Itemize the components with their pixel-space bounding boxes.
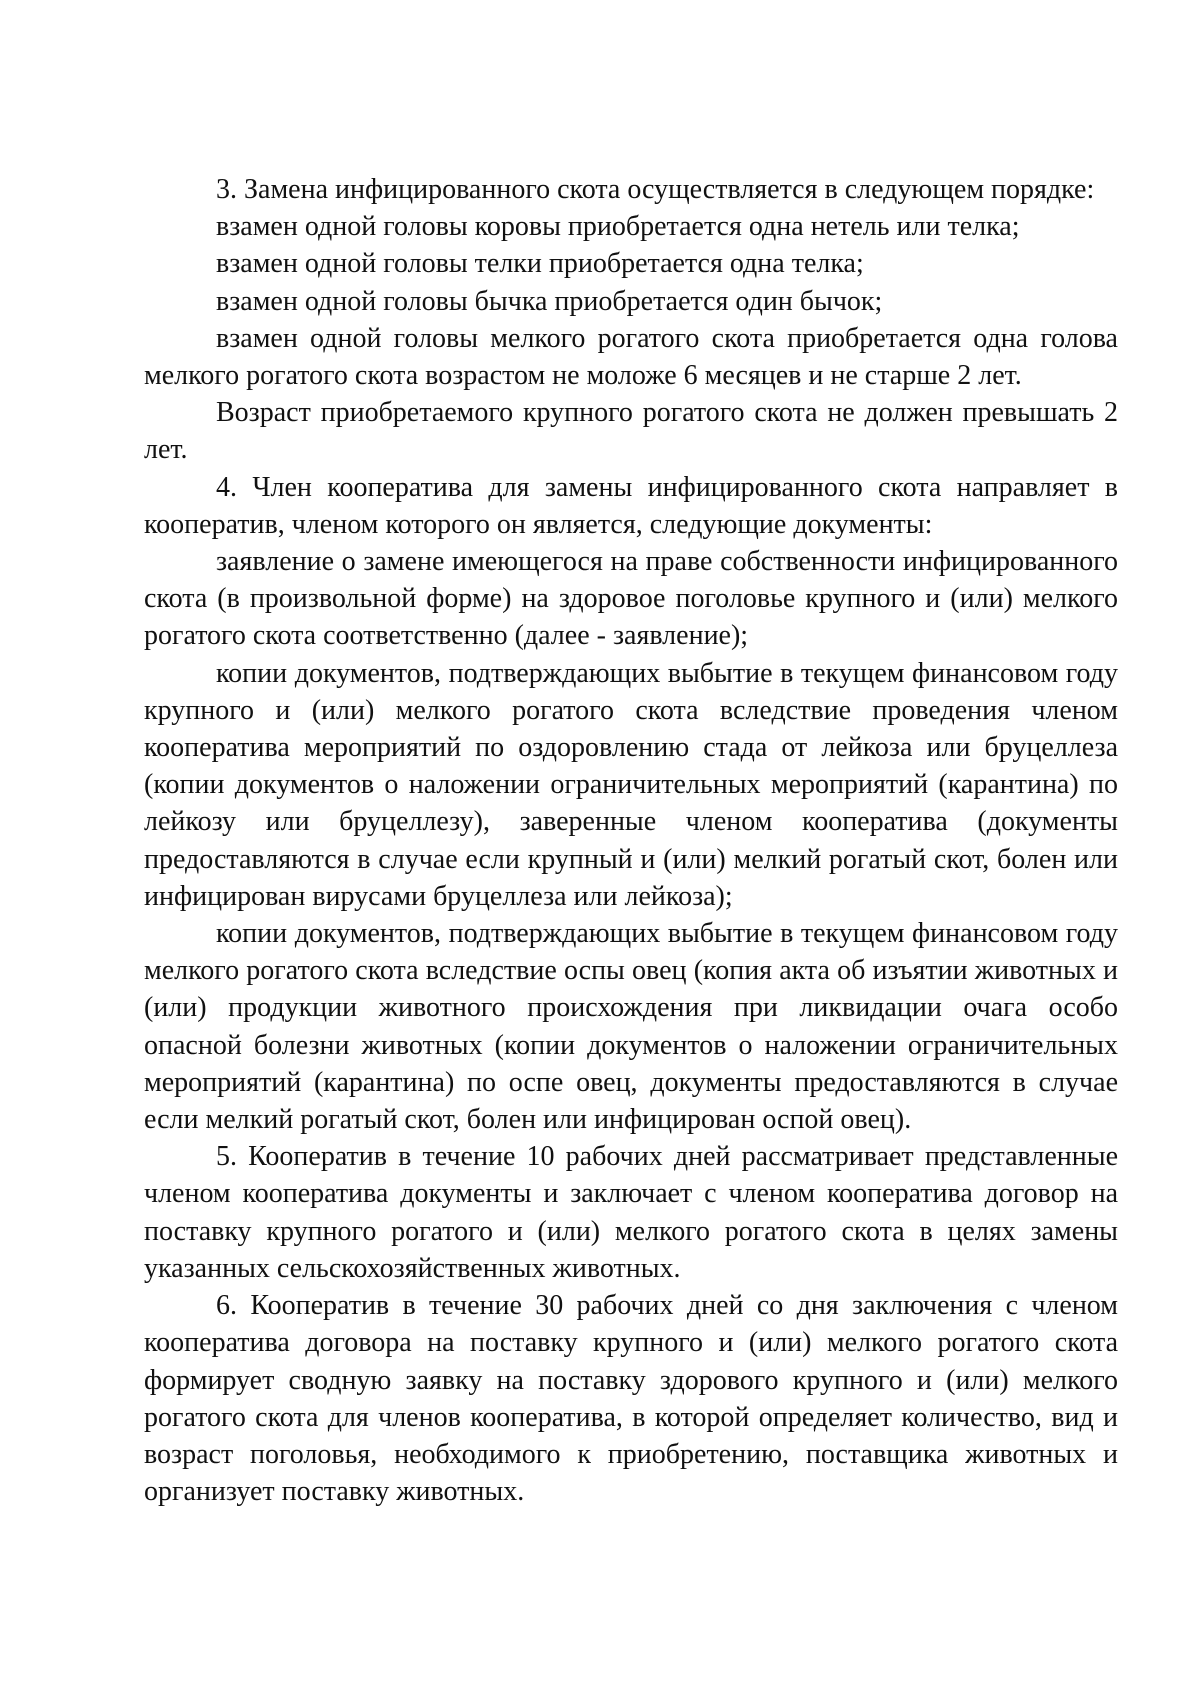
paragraph-sheep-pox-documents: копии документов, подтверждающих выбытие в текущем финансовом году мелкого рогатого скота вследствие оспы овец (копия акта об изъятии животных и (или) продукции животного происхождения при ликвидации очага особо опасной болезни животных (копии документов о наложении ограничительных мероприятий (карантина) по оспе овец, документы предоставляются в случае если мелкий рогатый скот, болен или инфицирован оспой овец). xyxy=(144,918,1118,1136)
paragraph-age-limit: Возраст приобретаемого крупного рогатого скота не должен превышать 2 лет. xyxy=(144,397,1118,466)
paragraph-application: заявление о замене имеющегося на праве собственности инфицированного скота (в произвольной форме) на здоровое поголовье крупного и (или) мелкого рогатого скота соответственно (далее - заявление); xyxy=(144,546,1118,652)
paragraph-5: 5. Кооператив в течение 10 рабочих дней рассматривает представленные членом кооператива документы и заключает с членом кооператива договор на поставку крупного рогатого и (или) мелкого рогатого скота в целях замены указанных сельскохозяйственных животных. xyxy=(144,1141,1118,1284)
paragraph-bull-calf-replacement: взамен одной головы бычка приобретается один бычок; xyxy=(216,285,883,317)
paragraph-leukosis-documents: копии документов, подтверждающих выбытие в текущем финансовом году крупного и (или) мелкого рогатого скота вследствие проведения членом кооператива мероприятий по оздоровлению стада от лейкоза или бруцеллеза (копии документов о наложении ограничительных мероприятий (карантина) по лейкозу или бруцеллезу), заверенные членом кооператива (документы предоставляются в случае если крупный и (или) мелкий рогатый скот, болен или инфицирован вирусами бруцеллеза или лейкоза); xyxy=(144,657,1118,912)
paragraph-cow-replacement: взамен одной головы коровы приобретается одна нетель или телка; xyxy=(216,211,1020,243)
document-body xyxy=(144,171,1118,1510)
paragraph-3-heading: 3. Замена инфицированного скота осуществляется в следующем порядке: xyxy=(216,174,1095,205)
paragraph-6: 6. Кооператив в течение 30 рабочих дней со дня заключения с членом кооператива договора на поставку крупного и (или) мелкого рогатого скота формирует сводную заявку на поставку здорового крупного и (или) мелкого рогатого скота для членов кооператива, в которой определяет количество, вид и возраст поголовья, необходимого к приобретению, поставщика животных и организует поставку животных. xyxy=(144,1290,1118,1508)
paragraph-small-cattle-replacement: взамен одной головы мелкого рогатого скота приобретается одна голова мелкого рогатого скота возрастом не моложе 6 месяцев и не старше 2 лет. xyxy=(144,322,1118,392)
paragraph-4-heading: 4. Член кооператива для замены инфицированного скота направляет в кооператив, членом которого он является, следующие документы: xyxy=(144,471,1118,540)
paragraph-heifer-replacement: взамен одной головы телки приобретается одна телка; xyxy=(216,248,864,280)
